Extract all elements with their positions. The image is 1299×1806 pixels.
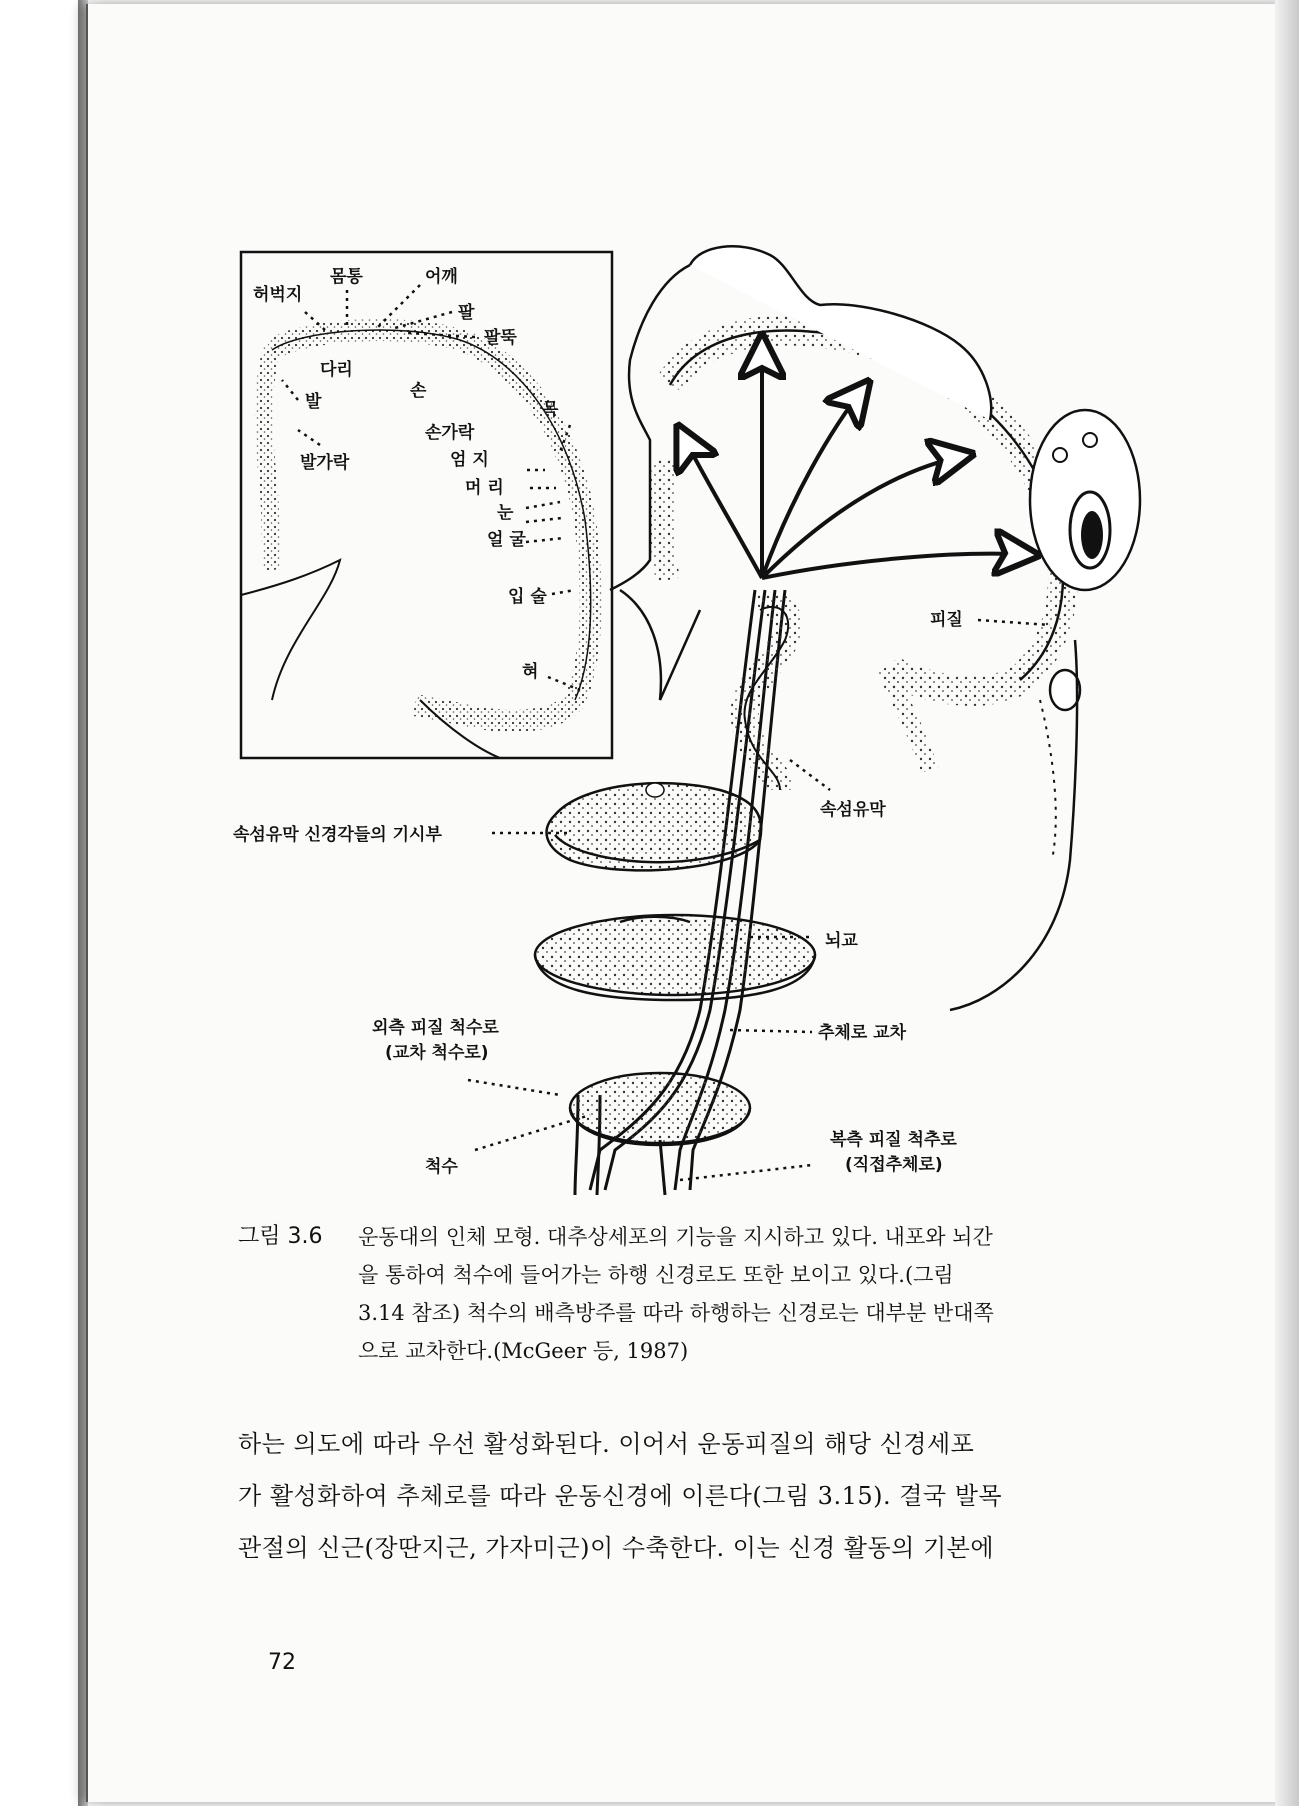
label-head: 머 리 (465, 478, 504, 498)
inset-cortex-map (241, 252, 612, 758)
label-arm: 팔 (458, 303, 475, 323)
label-tongue: 혀 (522, 662, 539, 682)
pons-slice (535, 915, 815, 1000)
midbrain-slice (547, 783, 762, 870)
homunculus-drawing (233, 246, 1140, 1195)
label-toes: 발가락 (300, 453, 350, 473)
label-hip: 허벅지 (253, 285, 303, 305)
label-eye: 눈 (497, 503, 514, 523)
label-leg: 다리 (320, 360, 353, 380)
caption-line: 으로 교차한다.(McGeer 등, 1987) (358, 1339, 689, 1363)
label-lips: 입 술 (508, 587, 547, 607)
caption-number: 그림 3.6 (238, 1224, 323, 1249)
body-paragraph (238, 1418, 1148, 1574)
label-shoulder: 어깨 (425, 267, 458, 287)
page-number: 72 (268, 1650, 296, 1675)
label-hand: 손 (410, 381, 427, 401)
label-thumb: 엄 지 (450, 450, 489, 470)
label-internal-capsule: 속섬유막 (820, 800, 886, 820)
label-spinal-cord: 척수 (425, 1157, 458, 1177)
label-pyramidal-decussation: 추체로 교차 (818, 1023, 907, 1043)
spinal-cord-slice (570, 1073, 750, 1145)
label-lateral-tract-2: (교차 척수로) (385, 1043, 489, 1063)
caption-line: 3.14 참조) 척수의 배측방주를 따라 하행하는 신경로는 대부분 반대쪽 (358, 1301, 994, 1325)
caption-line: 을 통하여 척수에 들어가는 하행 신경로도 또한 보이고 있다.(그림 (358, 1263, 954, 1287)
label-fingers: 손가락 (425, 423, 475, 443)
label-internal-capsule-origin: 속섬유막 신경각들의 기시부 (233, 825, 442, 845)
label-face: 얼 굴 (487, 530, 526, 550)
label-lateral-tract-1: 외측 피질 척수로 (372, 1018, 499, 1038)
body-line: 가 활성화하여 추체로를 따라 운동신경에 이른다(그림 3.15). 결국 발목 (238, 1482, 1003, 1510)
label-ventral-tract-2: (직접추체로) (845, 1155, 943, 1175)
label-neck: 목 (542, 400, 559, 420)
caption-line: 운동대의 인체 모형. 대추상세포의 기능을 지시하고 있다. 내포와 뇌간 (358, 1225, 993, 1249)
label-foot: 발 (305, 392, 322, 412)
label-ventral-tract-1: 복측 피질 척추로 (830, 1130, 957, 1150)
label-trunk: 몸통 (330, 267, 363, 287)
body-line: 관절의 신근(장딴지근, 가자미근)이 수축한다. 이는 신경 활동의 기본에 (238, 1534, 995, 1562)
label-elbow: 팔뚝 (484, 328, 517, 348)
label-pons: 뇌교 (825, 931, 858, 951)
body-line: 하는 의도에 따라 우선 활성화된다. 이어서 운동피질의 해당 신경세포 (238, 1430, 975, 1458)
label-cortex: 피질 (930, 610, 963, 630)
